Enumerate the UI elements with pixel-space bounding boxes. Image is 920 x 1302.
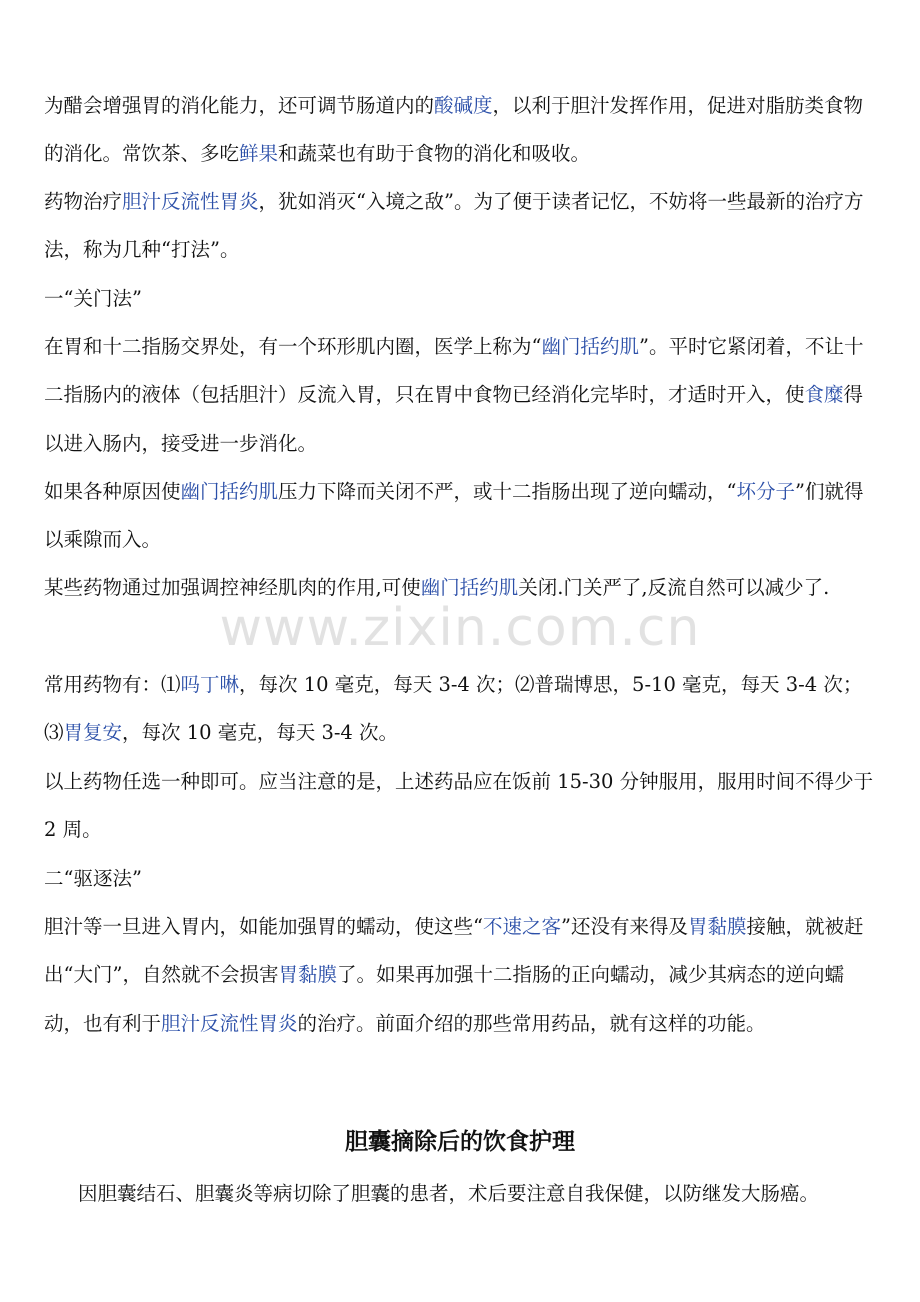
paragraph-text: 为醋会增强胃的消化能力，还可调节肠道内的 bbox=[44, 94, 435, 117]
watermark: www.zixin.com.cn bbox=[219, 598, 701, 658]
paragraph-drug-effect bbox=[44, 564, 878, 612]
paragraph-text: 关闭.门关严了,反流自然可以减少了. bbox=[518, 576, 830, 599]
heading-close-door-method: 一“关门法” bbox=[44, 287, 142, 310]
paragraph-text: 胆汁等一旦进入胃内，如能加强胃的蠕动，使这些“ bbox=[44, 915, 483, 938]
paragraph-text: ”还没有来得及 bbox=[561, 915, 688, 938]
paragraph-pylorus bbox=[44, 323, 878, 468]
paragraph-text: ，每次 10 毫克，每天 3-4 次；⑵普瑞博思，5-10 毫克，每天 3-4 次；⑶ bbox=[44, 673, 863, 745]
link-acid-base[interactable]: 酸碱度 bbox=[434, 94, 493, 117]
paragraph-intro: 因胆囊结石、胆囊炎等病切除了胆囊的患者，术后要注意自我保健，以防继发大肠癌。 bbox=[78, 1182, 820, 1205]
link-chyme[interactable]: 食糜 bbox=[804, 383, 844, 407]
paragraph-drug-therapy bbox=[44, 178, 878, 275]
link-domperidone[interactable]: 吗丁啉 bbox=[180, 673, 240, 696]
paragraph-text: 的治疗。前面介绍的那些常用药品，就有这样的功能。 bbox=[297, 1011, 766, 1035]
paragraph-text: 得以进入肠内，接受进一步消化。 bbox=[44, 383, 864, 455]
section-title: 胆囊摘除后的饮食护理 bbox=[345, 1129, 575, 1155]
paragraph-text: 在胃和十二指肠交界处，有一个环形肌内圈，医学上称为“ bbox=[44, 335, 542, 358]
paragraph-text: ，以利于胆汁发挥作用，促进对脂肪类食物的消化。常饮茶、多吃 bbox=[44, 94, 864, 166]
paragraph-text: ，每次 10 毫克，每天 3-4 次。 bbox=[122, 721, 399, 745]
link-bile-reflux-gastritis[interactable]: 胆汁反流性胃炎 bbox=[122, 190, 259, 213]
paragraph-vinegar bbox=[44, 82, 878, 179]
paragraph-dosage-note: 以上药物任选一种即可。应当注意的是，上述药品应在饭前 15-30 分钟服用，服用时间不得少于 2 周。 bbox=[44, 770, 874, 842]
paragraph-text: ”们就得以乘隙而入。 bbox=[44, 480, 864, 552]
heading-expel-method: 二“驱逐法” bbox=[44, 867, 142, 890]
paragraph-text: ”。平时它紧闭着，不让十二指肠内的液体（包括胆汁）反流入胃，只在胃中食物已经消化完毕时，才适时开入，使 bbox=[44, 335, 864, 407]
paragraph-text: 药物治疗 bbox=[44, 190, 123, 213]
paragraph-text: 和蔬菜也有助于食物的消化和吸收。 bbox=[278, 142, 591, 166]
link-pyloric-sphincter[interactable]: 幽门括约肌 bbox=[541, 335, 639, 358]
link-pyloric-sphincter[interactable]: 幽门括约肌 bbox=[420, 576, 519, 599]
paragraph-common-drugs bbox=[44, 661, 878, 758]
link-gastric-mucosa[interactable]: 胃黏膜 bbox=[278, 963, 337, 987]
paragraph-text: 某些药物通过加强调控神经肌肉的作用,可使 bbox=[44, 576, 421, 599]
link-gastric-mucosa[interactable]: 胃黏膜 bbox=[687, 915, 747, 938]
link-bile-reflux-gastritis[interactable]: 胆汁反流性胃炎 bbox=[161, 1011, 298, 1035]
paragraph-text: 压力下降而关闭不严，或十二指肠出现了逆向蠕动，“ bbox=[278, 480, 737, 503]
paragraph-peristalsis bbox=[44, 903, 878, 1048]
link-fresh-fruit[interactable]: 鲜果 bbox=[239, 142, 279, 166]
link-uninvited-guest[interactable]: 不速之客 bbox=[482, 915, 561, 938]
paragraph-causes bbox=[44, 468, 878, 565]
paragraph-text: ，犹如消灭“入境之敌”。为了便于读者记忆，不妨将一些最新的治疗方法，称为几种“打法”。 bbox=[44, 190, 864, 262]
link-pyloric-sphincter[interactable]: 幽门括约肌 bbox=[180, 480, 279, 503]
paragraph-text: 如果各种原因使 bbox=[44, 480, 181, 503]
paragraph-text: 了。如果再加强十二指肠的正向蠕动，减少其病态的逆向蠕动，也有利于 bbox=[44, 963, 844, 1035]
paragraph-text: 常用药物有：⑴ bbox=[44, 673, 181, 696]
link-bad-elements[interactable]: 坏分子 bbox=[736, 480, 796, 503]
paragraph-text: 接触，就被赶出“大门”，自然就不会损害 bbox=[44, 915, 864, 987]
link-metoclopramide[interactable]: 胃复安 bbox=[63, 721, 123, 745]
